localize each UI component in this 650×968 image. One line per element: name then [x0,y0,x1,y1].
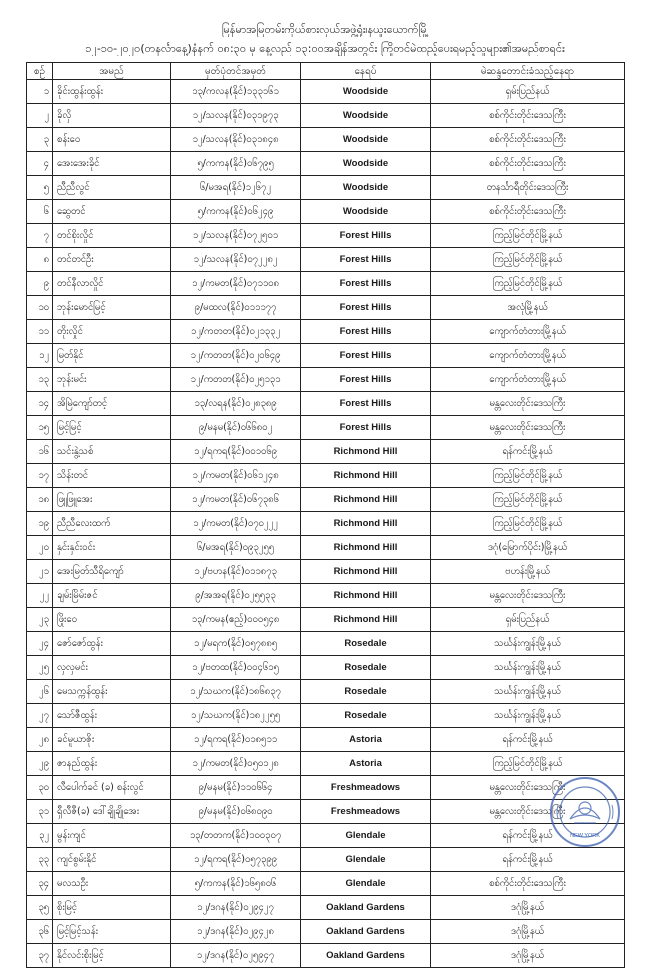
cell-name: သိန်းတင် [53,464,171,488]
cell-id: ၁၂/ဗတထ(နိုင်)၀၀၄၆၁၅ [171,656,301,680]
cell-name: မြင့်မြင့်သန်း [53,920,171,944]
column-header-constituency: မဲဆန္ဒတောင်းခံသည့်နေရာ [431,63,625,80]
cell-name: ဇာနည်ထွန်း [53,752,171,776]
cell-no: ၂၇ [27,704,53,728]
cell-constituency: ရန်ကင်းမြို့နယ် [431,848,625,872]
cell-name: လှလှမင်း [53,656,171,680]
cell-name: နိုင်လင်းစိုးမြင့် [53,944,171,968]
cell-no: ၁၂ [27,344,53,368]
cell-no: ၂၉ [27,752,53,776]
cell-name: တိုးလှိုင် [53,320,171,344]
cell-id: ၁၂/ကမတ(နိုင်)၀၅၀၁၂၈ [171,752,301,776]
cell-residence: Woodside [301,152,431,176]
cell-residence: Richmond Hill [301,560,431,584]
cell-id: ၁၂/သဃက(နိုင်)၁၈၆၈၃၇ [171,680,301,704]
voter-table [26,62,625,968]
cell-no: ၃၇ [27,944,53,968]
table-row [27,440,625,464]
cell-id: ၁၂/ကမတ(နိုင်)၀၇၁၁၀၈ [171,272,301,296]
column-header-residence: နေရပ် [301,63,431,80]
cell-no: ၁၃ [27,368,53,392]
cell-no: ၃ [27,128,53,152]
cell-id: ၁၂/ကတတ(နိုင်)၀၂၁၃၃၂ [171,320,301,344]
cell-no: ၁၁ [27,320,53,344]
cell-id: ၁၂/ကတတ(နိုင်)၀၂၀၆၄၉ [171,344,301,368]
cell-constituency: ရန်ကင်းမြို့နယ် [431,728,625,752]
table-row [27,512,625,536]
cell-id: ၁၂/ဒဂန(နိုင်)၀၂၅၉၄၇ [171,944,301,968]
table-row [27,728,625,752]
cell-constituency: မန္တလေးတိုင်းဒေသကြီး [431,584,625,608]
cell-name: ခိုလှိ [53,104,171,128]
table-row [27,680,625,704]
cell-residence: Glendale [301,848,431,872]
cell-name: အေးမြတ်သီရိကျော် [53,560,171,584]
cell-residence: Rosedale [301,704,431,728]
cell-name: တင်စိုးလှိုင် [53,224,171,248]
cell-no: ၃၄ [27,872,53,896]
cell-name: စိုးမြင့် [53,896,171,920]
cell-constituency: မန္တလေးတိုင်းဒေသကြီး [431,392,625,416]
cell-id: ၁၂/သလန(နိုင်)၀၇၂၂၈၂ [171,248,301,272]
cell-id: ၁၂/မရက(နိုင်)၀၅၇၈၈၅ [171,632,301,656]
cell-name: လီပေါက်ခင် (ခ) စန်းလွင် [53,776,171,800]
cell-residence: Richmond Hill [301,608,431,632]
cell-name: နှင်းနှင်းဝင်း [53,536,171,560]
cell-id: ၁၂/ရကရ(နိုင်)၀၁၈၅၁၁ [171,728,301,752]
cell-constituency: ဒဂုံမြို့နယ် [431,896,625,920]
cell-no: ၃၆ [27,920,53,944]
table-row [27,776,625,800]
table-header-row [27,63,625,80]
cell-constituency: စစ်ကိုင်းတိုင်းဒေသကြီး [431,200,625,224]
cell-id: ၁၃/လရန(နိုင်)၀၂၈၃၈၉ [171,392,301,416]
cell-residence: Glendale [301,872,431,896]
cell-constituency: ကြည့်မြင်တိုင်မြို့နယ် [431,752,625,776]
cell-constituency: စစ်ကိုင်းတိုင်းဒေသကြီး [431,128,625,152]
cell-id: ၆/မအရ(နိုင်)၀၉၃၂၅၅ [171,536,301,560]
cell-residence: Richmond Hill [301,488,431,512]
cell-residence: Richmond Hill [301,512,431,536]
cell-constituency: ကြည့်မြင်တိုင်မြို့နယ် [431,488,625,512]
table-row [27,896,625,920]
cell-no: ၂ [27,104,53,128]
cell-id: ၁၂/ဒဂန(နိုင်)၀၂၉၄၂၈ [171,920,301,944]
cell-residence: Freshmeadows [301,800,431,824]
table-row [27,536,625,560]
cell-name: ဘုန်းမောင်မြင့် [53,296,171,320]
cell-constituency: မန္တလေးတိုင်းဒေသကြီး [431,800,625,824]
cell-residence: Astoria [301,728,431,752]
cell-constituency: ကျောက်တံတားမြို့နယ် [431,320,625,344]
cell-constituency: ကြည့်မြင်တိုင်မြို့နယ် [431,248,625,272]
cell-id: ၁၂/သဃက(နိုင်)၁၈၂၂၅၅ [171,704,301,728]
cell-name: သင်းနွဲ့သစ် [53,440,171,464]
column-header-name: အမည် [53,63,171,80]
cell-name: ညီညီလေးထက် [53,512,171,536]
cell-no: ၆ [27,200,53,224]
cell-name: ညီညီလွင် [53,176,171,200]
embassy-seal-icon [548,775,622,849]
cell-no: ၂၆ [27,680,53,704]
cell-residence: Forest Hills [301,368,431,392]
cell-residence: Oakland Gardens [301,896,431,920]
cell-residence: Astoria [301,752,431,776]
cell-id: ၁၃/ကမန(ဧည့်)၀၀၀၅၄၈ [171,608,301,632]
cell-residence: Forest Hills [301,224,431,248]
cell-no: ၂၁ [27,560,53,584]
cell-constituency: မန္တလေးတိုင်းဒေသကြီး [431,416,625,440]
cell-id: ၁၂/ကမတ(နိုင်)၀၆၁၂၄၈ [171,464,301,488]
cell-residence: Richmond Hill [301,584,431,608]
cell-id: ၁၂/သလန(နိုင်)၀၃၁၉၇၃ [171,104,301,128]
seal-text: NEW YORK [570,833,600,839]
cell-id: ၉/အအရ(နိုင်)၀၂၅၅၃၃ [171,584,301,608]
cell-constituency: ရှမ်းပြည်နယ် [431,80,625,104]
cell-id: ၉/မနမ(နိုင်)၁၁၀၆၆၄ [171,776,301,800]
cell-no: ၁၀ [27,296,53,320]
cell-constituency: ရန်ကင်းမြို့နယ် [431,440,625,464]
cell-name: မွန်းကျင် [53,824,171,848]
document-subtitle: ၁၂-၁၀-၂၀၂၀(တနင်္လာနေ့)နံနက် ၀၈:၃၀ မှ နေ့လည် ၁၃:၀၀အချိန်အတွင်း ကြိုတင်မဲထည့်ပေးရမည့်သူများ၏အမည်စာရင်း [85,42,565,55]
cell-no: ၇ [27,224,53,248]
cell-name: တင်နီလာလှိုင် [53,272,171,296]
cell-no: ၃၀ [27,776,53,800]
table-row [27,392,625,416]
cell-residence: Richmond Hill [301,464,431,488]
cell-no: ၂၈ [27,728,53,752]
table-row [27,848,625,872]
cell-name: မလသဦး [53,872,171,896]
cell-name: ခိုင်းထွန်းထွန်း [53,80,171,104]
cell-no: ၃၁ [27,800,53,824]
cell-residence: Woodside [301,128,431,152]
table-row [27,464,625,488]
cell-id: ၁၂/သလန(နိုင်)၀၇၂၅၀၁ [171,224,301,248]
table-row [27,632,625,656]
cell-residence: Richmond Hill [301,536,431,560]
cell-name: မေသက္ကန်ထွန်း [53,680,171,704]
cell-id: ၁၃/ကလန(နိုင်)၁၃၃၁၆၁ [171,80,301,104]
table-row [27,824,625,848]
table-row [27,320,625,344]
table-row [27,416,625,440]
cell-residence: Oakland Gardens [301,944,431,968]
table-row [27,656,625,680]
cell-no: ၃၃ [27,848,53,872]
table-row [27,944,625,968]
table-row [27,248,625,272]
cell-residence: Forest Hills [301,320,431,344]
cell-no: ၂၅ [27,656,53,680]
cell-name: ကျင်စွမ်းနိုင် [53,848,171,872]
cell-residence: Rosedale [301,656,431,680]
cell-name: ရှီလီဇီ(ခ) ဒေါ်ချိုချိုအေး [53,800,171,824]
cell-id: ၁၂/ကတတ(နိုင်)၀၂၅၁၃၁ [171,368,301,392]
cell-constituency: ရန်ကင်းမြို့နယ် [431,824,625,848]
cell-name: အေးအေးခိုင် [53,152,171,176]
cell-constituency: ဒဂုံ(မြောက်ပိုင်း)မြို့နယ် [431,536,625,560]
cell-no: ၉ [27,272,53,296]
cell-constituency: စစ်ကိုင်းတိုင်းဒေသကြီး [431,152,625,176]
cell-residence: Freshmeadows [301,776,431,800]
cell-no: ၁၅ [27,416,53,440]
cell-name: ဖြိုးဝေ [53,608,171,632]
table-row [27,872,625,896]
table-row [27,224,625,248]
table-body [27,80,625,968]
cell-no: ၁၆ [27,440,53,464]
cell-residence: Oakland Gardens [301,920,431,944]
cell-residence: Forest Hills [301,392,431,416]
cell-constituency: ကျောက်တံတားမြို့နယ် [431,368,625,392]
cell-name: စန်းဝေ [53,128,171,152]
table-row [27,296,625,320]
cell-no: ၁၉ [27,512,53,536]
table-row [27,152,625,176]
cell-no: ၂၂ [27,584,53,608]
cell-id: ၅/ကကန(နိုင်)၀၆၇၉၅ [171,152,301,176]
cell-id: ၁၃/တတက(နိုင်)၁၀၀၃၀၇ [171,824,301,848]
cell-no: ၂၄ [27,632,53,656]
cell-no: ၂၃ [27,608,53,632]
cell-constituency: ဒဂုံမြို့နယ် [431,920,625,944]
cell-constituency: အလုံမြို့နယ် [431,296,625,320]
cell-id: ၉/မထလ(နိုင်)၀၁၁၁၇၇ [171,296,301,320]
column-header-no: စဉ် [27,63,53,80]
table-row [27,128,625,152]
cell-name: သော်ဇီထွန်း [53,704,171,728]
cell-id: ၁၂/ဒဂန(နိုင်)၀၂၉၄၂၇ [171,896,301,920]
cell-name: ချမ်းမြိမ်းဇင် [53,584,171,608]
cell-constituency: သင်္ဃန်းကျွန်းမြို့နယ် [431,680,625,704]
cell-residence: Richmond Hill [301,440,431,464]
table-row [27,104,625,128]
cell-residence: Rosedale [301,680,431,704]
cell-no: ၁၄ [27,392,53,416]
cell-id: ၉/မနမ(နိုင်)၀၆၈၀၉၀ [171,800,301,824]
cell-constituency: ကြည့်မြင်တိုင်မြို့နယ် [431,224,625,248]
cell-name: တင်တင်ဦး [53,248,171,272]
cell-constituency: ကျောက်တံတားမြို့နယ် [431,344,625,368]
cell-id: ၁၂/ရကရ(နိုင်)၀၀၁၀၆၉ [171,440,301,464]
cell-residence: Rosedale [301,632,431,656]
cell-no: ၂၀ [27,536,53,560]
table-row [27,344,625,368]
cell-constituency: ကြည့်မြင်တိုင်မြို့နယ် [431,272,625,296]
table-row [27,272,625,296]
table-row [27,704,625,728]
cell-id: ၁၂/ဗဟန(နိုင်)၀၁၁၈၇၃ [171,560,301,584]
cell-residence: Forest Hills [301,344,431,368]
cell-name: ဇော်ဇော်ထွန်း [53,632,171,656]
table-row [27,800,625,824]
cell-residence: Forest Hills [301,272,431,296]
cell-name: ဘုန်းမင်း [53,368,171,392]
cell-id: ၁၂/ရကရ(နိုင်)၀၅၇၃၉၉ [171,848,301,872]
cell-constituency: ဒဂုံမြို့နယ် [431,944,625,968]
cell-constituency: ရှမ်းပြည်နယ် [431,608,625,632]
cell-constituency: စစ်ကိုင်းတိုင်းဒေသကြီး [431,104,625,128]
cell-constituency: သင်္ဃန်းကျွန်းမြို့နယ် [431,632,625,656]
table-row [27,920,625,944]
cell-no: ၃၅ [27,896,53,920]
cell-id: ၉/မနမ(နိုင်)၀၆၆၈၀၂ [171,416,301,440]
cell-residence: Forest Hills [301,416,431,440]
cell-name: ဆွေတင် [53,200,171,224]
cell-constituency: ဗဟန်းမြို့နယ် [431,560,625,584]
table-row [27,176,625,200]
cell-name: မြတ်နိုင် [53,344,171,368]
cell-residence: Woodside [301,104,431,128]
cell-name: ခင်မူယာဇိုး [53,728,171,752]
cell-name: ဖြူဖြူအေး [53,488,171,512]
cell-residence: Forest Hills [301,296,431,320]
cell-no: ၁ [27,80,53,104]
cell-residence: Woodside [301,80,431,104]
cell-constituency: သင်္ဃန်းကျွန်းမြို့နယ် [431,704,625,728]
cell-no: ၄ [27,152,53,176]
table-row [27,200,625,224]
cell-constituency: ကြည့်မြင်တိုင်မြို့နယ် [431,464,625,488]
cell-constituency: မန္တလေးတိုင်းဒေသကြီး [431,776,625,800]
cell-constituency: စစ်ကိုင်းတိုင်းဒေသကြီး [431,872,625,896]
cell-constituency: သင်္ဃန်းကျွန်းမြို့နယ် [431,656,625,680]
cell-no: ၁၇ [27,464,53,488]
cell-id: ၁၂/ကမတ(နိုင်)၀၆၇၃၈၆ [171,488,301,512]
table-row [27,752,625,776]
cell-residence: Woodside [301,200,431,224]
document-title: မြန်မာအမြတမ်းကိုယ်စားလှယ်အဖွဲ့ရုံး၊နယူးယောက်မြို့ [221,23,429,36]
cell-no: ၈ [27,248,53,272]
table-row [27,560,625,584]
table-row [27,488,625,512]
cell-no: ၃၂ [27,824,53,848]
cell-constituency: ကြည့်မြင်တိုင်မြို့နယ် [431,512,625,536]
cell-residence: Forest Hills [301,248,431,272]
cell-name: မြင့်မြင့် [53,416,171,440]
table-row [27,80,625,104]
cell-id: ၁၂/သလန(နိုင်)၀၃၁၈၄၈ [171,128,301,152]
cell-residence: Glendale [301,824,431,848]
cell-residence: Woodside [301,176,431,200]
cell-no: ၁၈ [27,488,53,512]
cell-id: ၅/ကကန(နိုင်)၁၆၅၈၀၆ [171,872,301,896]
cell-id: ၅/ကကန(နိုင်)၀၆၂၄၉ [171,200,301,224]
cell-name: အိမြဲကျော်တင့် [53,392,171,416]
table-row [27,368,625,392]
cell-no: ၅ [27,176,53,200]
embassy-seal [548,775,622,849]
cell-id: ၁၂/ကမတ(နိုင်)၀၇၀၂၂၂ [171,512,301,536]
cell-id: ၆/မအရ(နိုင်)၁၂၆၇၂ [171,176,301,200]
cell-constituency: တနင်္သာရီတိုင်းဒေသကြီး [431,176,625,200]
column-header-id: မှတ်ပုံတင်အမှတ် [171,63,301,80]
table-row [27,608,625,632]
table-row [27,584,625,608]
